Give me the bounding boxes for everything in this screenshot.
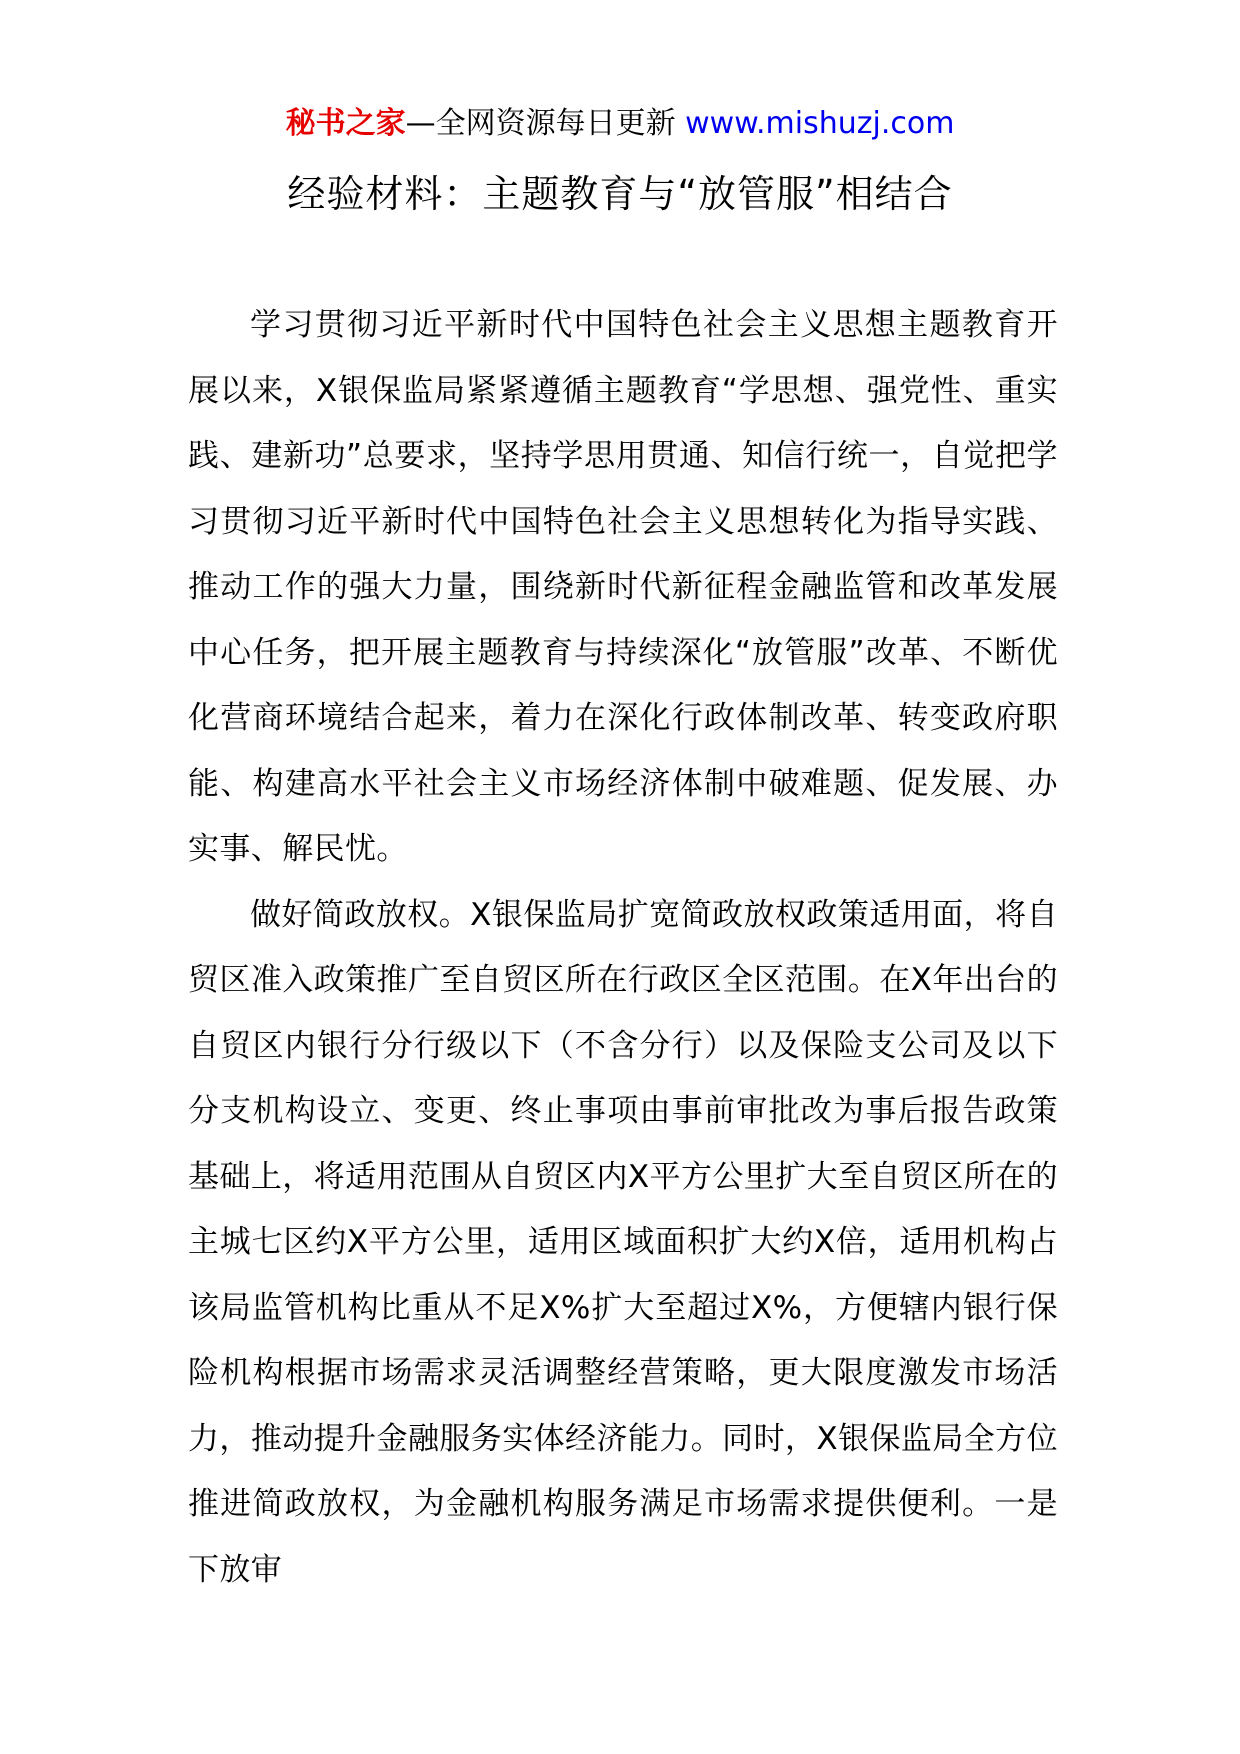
body-paragraph-intro: 学习贯彻习近平新时代中国特色社会主义思想主题教育开展以来，X银保监局紧紧遵循主题教育“学思想、强党性、重实践、建新功”总要求，坚持学思用贯通、知信行统一，自觉把学习贯彻习近平新时代中国特色社会主义思想转化为指导实践、推动工作的强大力量，围绕新时代新征程金融监管和改革发展中心任务，把开展主题教育与持续深化“放管服”改革、不断优化营商环境结合起来，着力在深化行政体制改革、转变政府职能、构建高水平社会主义市场经济体制中破难题、促发展、办实事、解民忧。 (188, 307, 1058, 867)
site-brand: 秘书之家 (285, 106, 406, 141)
body-paragraph-simplify: 做好简政放权。X银保监局扩宽简政放权政策适用面，将自贸区准入政策推广至自贸区所在行政区全区范围。在X年出台的自贸区内银行分行级以下（不含分行）以及保险支公司及以下分支机构设立、变更、终止事项由事前审批改为事后报告政策基础上，将适用范围从自贸区内X平方公里扩大至自贸区所在的主城七区约X平方公里，适用区域面积扩大约X倍，适用机构占该局监管机构比重从不足X%扩大至超过X%，方便辖内银行保险机构根据市场需求灵活调整经营策略，更大限度激发市场活力，推动提升金融服务实体经济能力。同时，X银保监局全方位推进简政放权，为金融机构服务满足市场需求提供便利。一是下放审 (188, 896, 1058, 1588)
site-header (0, 104, 1240, 144)
site-tagline: —全网资源每日更新 (405, 106, 686, 141)
document-body (188, 293, 1058, 1603)
document-title: 经验材料：主题教育与“放管服”相结合 (287, 172, 953, 216)
site-url-link[interactable]: www.mishuzj.com (685, 106, 955, 141)
